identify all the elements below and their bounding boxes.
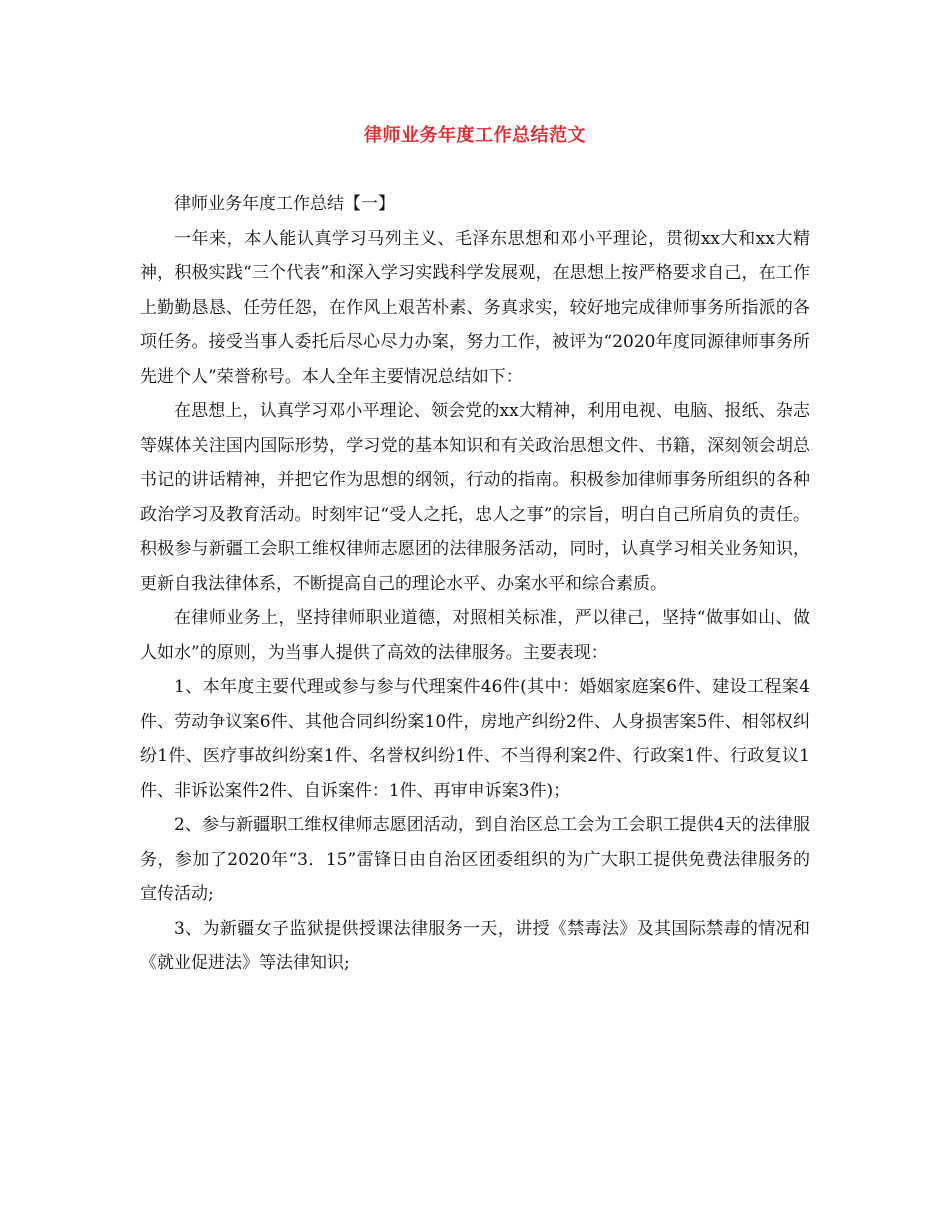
- paragraph-business: 在律师业务上，坚持律师职业道德，对照相关标准，严以律己，坚持“做事如山、做人如水”的原则，为当事人提供了高效的法律服务。主要表现：: [140, 608, 810, 663]
- section-heading: 律师业务年度工作总结【一】: [174, 194, 395, 214]
- document-body: [140, 187, 810, 981]
- document-title: 律师业务年度工作总结范文: [364, 125, 586, 146]
- paragraph-item-2: 2、参与新疆职工维权律师志愿团活动，到自治区总工会为工会职工提供4天的法律服务，参加了2020年“3．15”雷锋日由自治区团委组织的为广大职工提供免费法律服务的宣传活动;: [140, 815, 810, 904]
- paragraph-ideology: 在思想上，认真学习邓小平理论、领会党的xx大精神，利用电视、电脑、报纸、杂志等媒体关注国内国际形势，学习党的基本知识和有关政治思想文件、书籍，深刻领会胡总书记的讲话精神，并把它作为思想的纲领，行动的指南。积极参加律师事务所组织的各种政治学习及教育活动。时刻牢记“受人之托，忠人之事”的宗旨，明白自己所肩负的责任。积极参与新疆工会职工维权律师志愿团的法律服务活动，同时，认真学习相关业务知识，更新自我法律体系，不断提高自己的理论水平、办案水平和综合素质。: [140, 401, 810, 594]
- paragraph-item-3: 3、为新疆女子监狱提供授课法律服务一天，讲授《禁毒法》及其国际禁毒的情况和《就业促进法》等法律知识;: [140, 918, 810, 973]
- paragraph-item-1: 1、本年度主要代理或参与参与代理案件46件(其中：婚姻家庭案6件、建设工程案4件、劳动争议案6件、其他合同纠纷案10件，房地产纠纷2件、人身损害案5件、相邻权纠纷1件、医疗事故纠纷案1件、名誉权纠纷1件、不当得利案2件、行政案1件、行政复议1件、非诉讼案件2件、自诉案件：1件、再审申诉案3件)；: [140, 677, 810, 801]
- paragraph-intro: 一年来，本人能认真学习马列主义、毛泽东思想和邓小平理论，贯彻xx大和xx大精神，积极实践“三个代表”和深入学习实践科学发展观，在思想上按严格要求自己，在工作上勤勤恳恳、任劳任怨，在作风上艰苦朴素、务真求实，较好地完成律师事务所指派的各项任务。接受当事人委托后尽心尽力办案，努力工作，被评为“2020年度同源律师事务所先进个人”荣誉称号。本人全年主要情况总结如下：: [140, 228, 810, 387]
